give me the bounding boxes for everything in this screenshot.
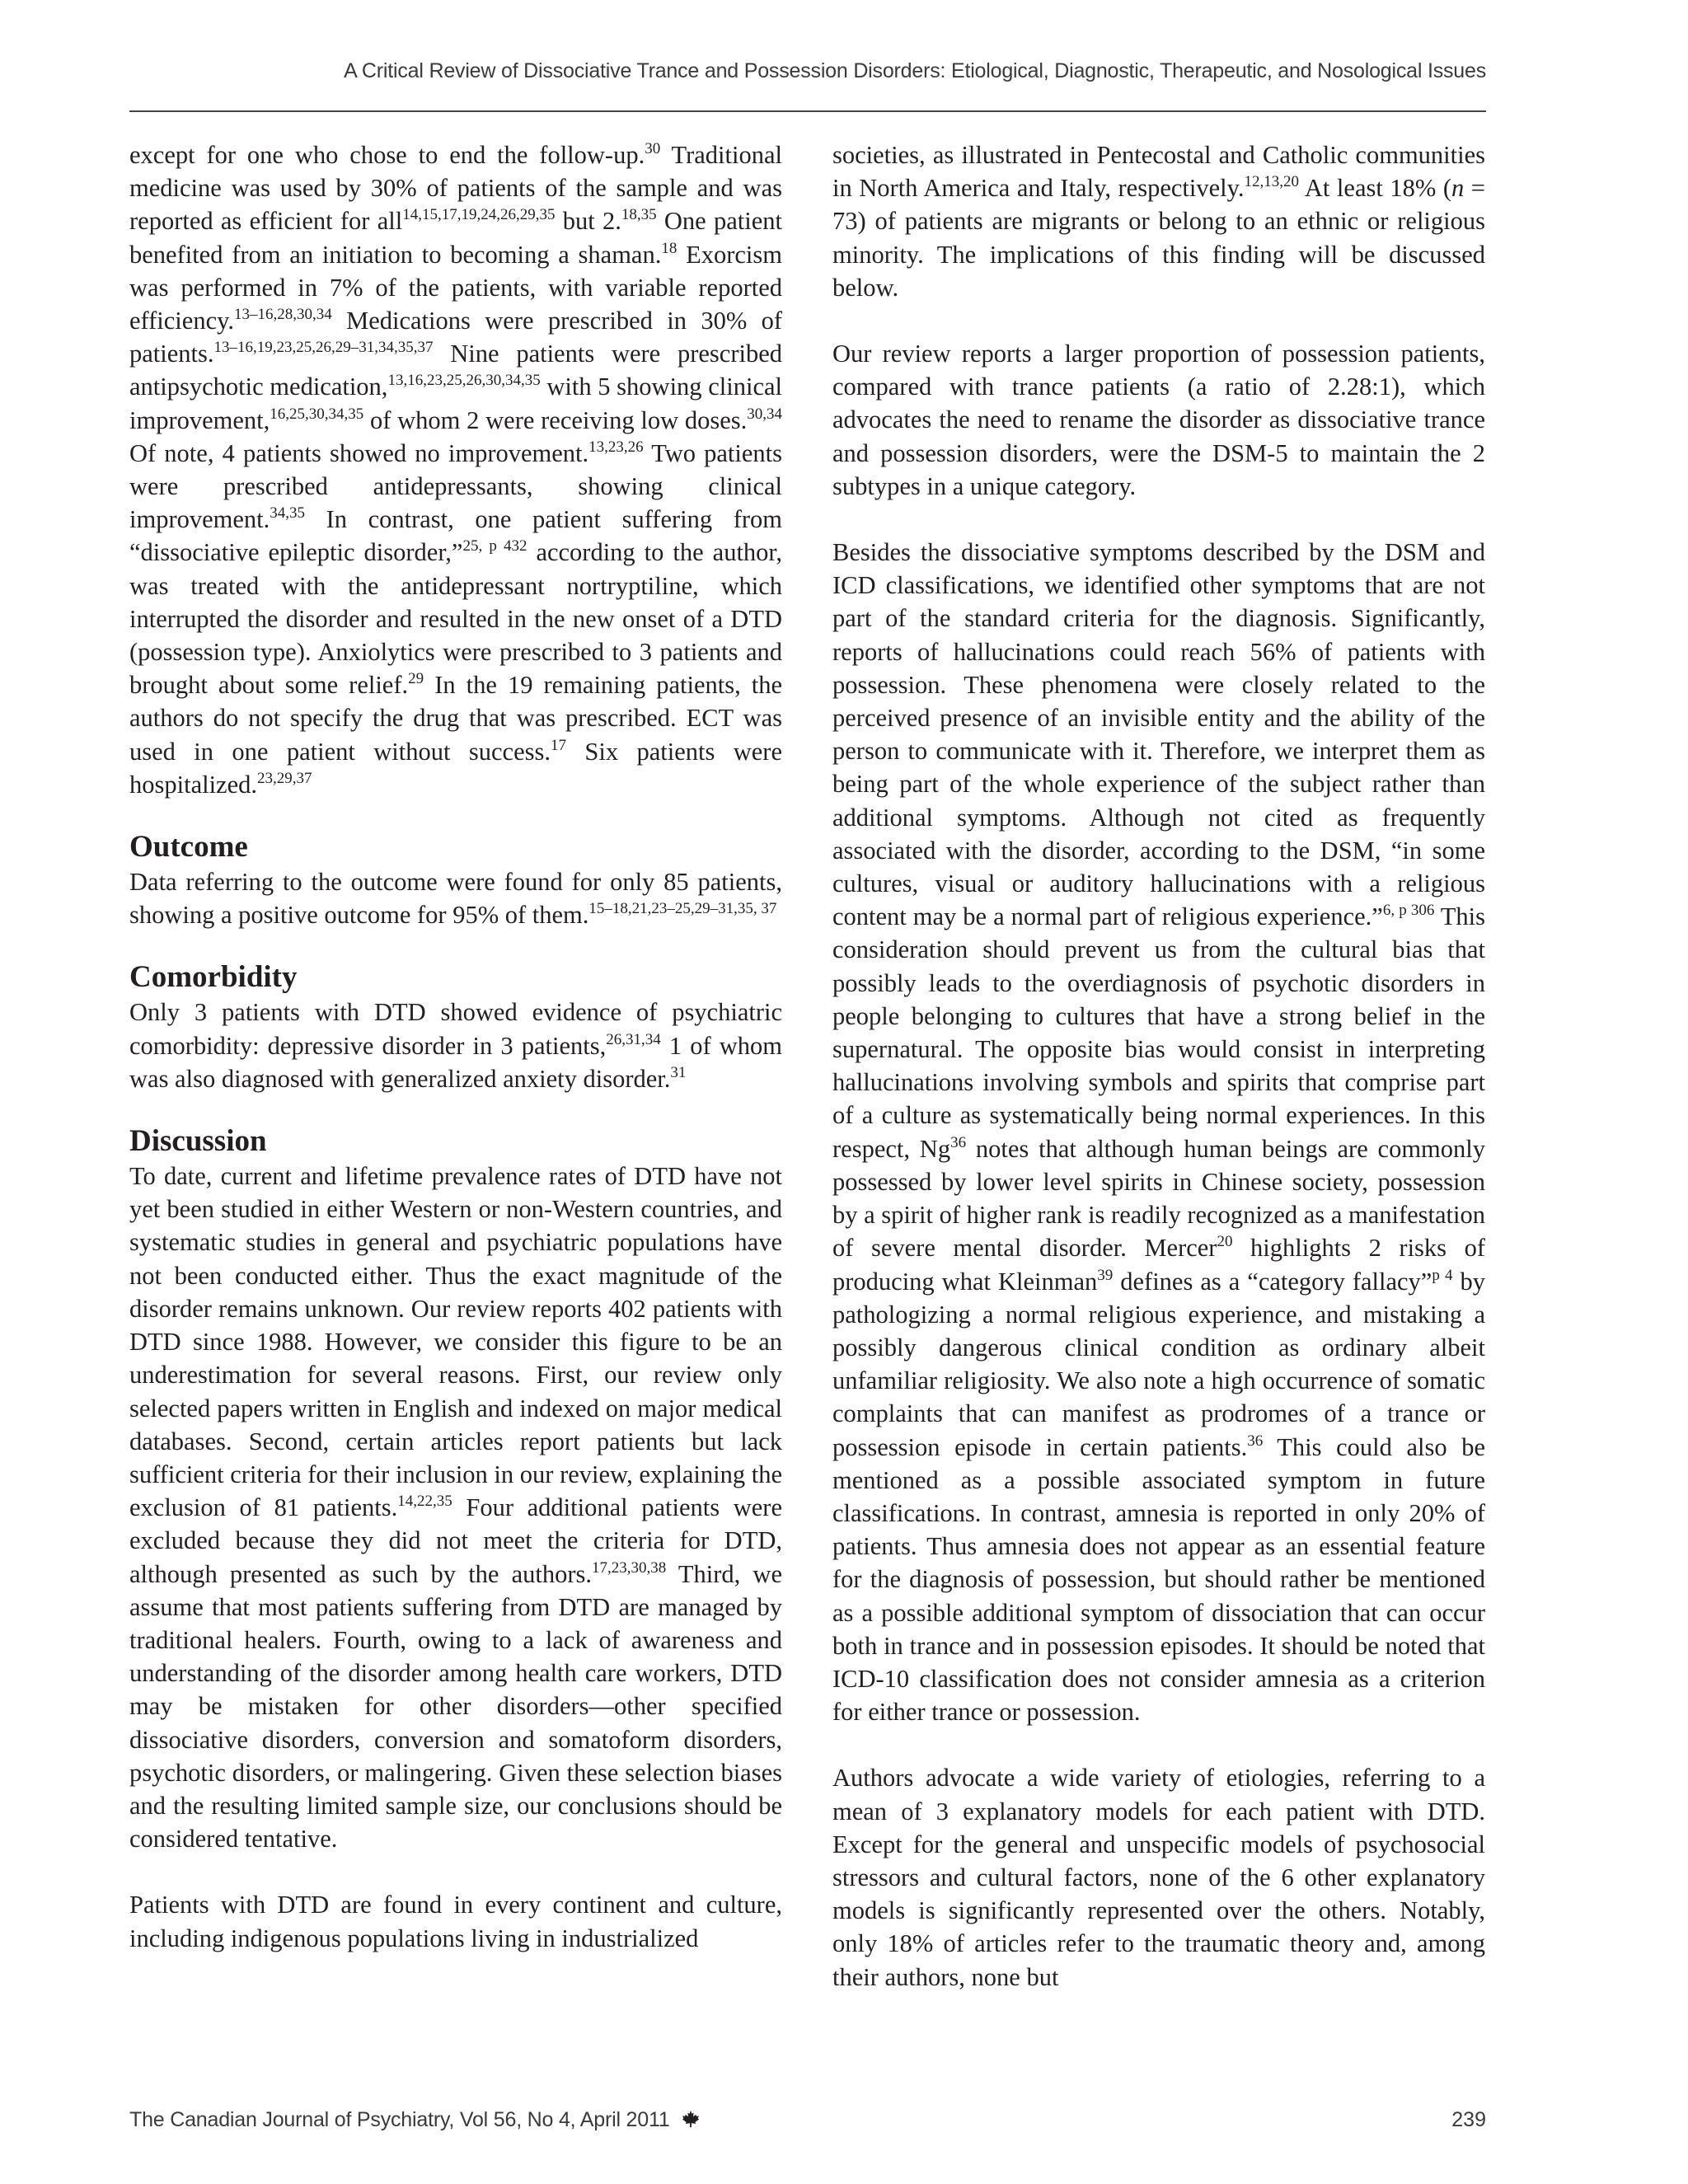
page-number: 239 (1451, 2108, 1486, 2131)
paragraph-comorbidity: Only 3 patients with DTD showed evidence of psychiatric comorbidity: depressive disorder in 3 patients,$^{26,31,34}$ 1 of whom was also diagnosed with generalized anxiety disorder.$^{31}$ (129, 998, 782, 1093)
paragraph-outcome: Data referring to the outcome were found for only 85 patients, showing a positive outcome for 95% of them.$^{15-18,21,23-25,29-31,35, 37}$ (129, 868, 782, 930)
header-rule (129, 110, 1486, 112)
right-column (832, 138, 1485, 1994)
footer-journal: The Canadian Journal of Psychiatry, Vol 56, No 4, April 2011 (129, 2108, 700, 2132)
paragraph-proportion: Our review reports a larger proportion of possession patients, compared with trance patients (a ratio of 2.28:1), which advocates the need to rename the disorder as dissociative trance and possession disorders, were the DSM-5 to maintain the 2 subtypes in a unique category. (832, 340, 1485, 500)
paragraph-discussion: To date, current and lifetime prevalence rates of DTD have not yet been studied in either Western or non-Western countries, and systematic studies in general and psychiatric populations have not been conducted either. Thus the exact magnitude of the disorder remains unknown. Our review reports 402 patients with DTD since 1988. However, we consider this figure to be an underestimation for several reasons. First, our review only selected papers written in English and indexed on major medical databases. Second, certain articles report patients but lack sufficient criteria for their inclusion in our review, explaining the exclusion of 81 patients.$^{14,22,35}$ Four additional patients were excluded because they did not meet the criteria for DTD, although presented as such by the authors.$^{17,23,30,38}$ Third, we assume that most patients suffering from DTD are managed by traditional healers. Fourth, owing to a lack of awareness and understanding of the disorder among health care workers, DTD may be mistaken for other disorders—other specified dissociative disorders, conversion and somatoform disorders, psychotic disorders, or malingering. Given these selection biases and the resulting limited sample size, our conclusions should be considered tentative. (129, 1162, 782, 1854)
paragraph-societies: societies, as illustrated in Pentecostal and Catholic communities in North America and Italy, respectively.$^{12,13,20}$ At least 18% (n = 73) of patients are migrants or belong to an ethnic or religious minority. The implications of this finding will be discussed below. (832, 141, 1486, 302)
paragraph-treatment: except for one who chose to end the follow-up.$^{30}$ Traditional medicine was used by 30% of patients of the sample and was reported as efficient for all$^{14,15,17,19,24,26,29,35}$ but 2.$^{18,35}$ One patient benefited from an initiation to becoming a shaman.$^{18}$ Exorcism was performed in 7% of the patients, with variable reported efficiency.$^{13-16,28,30,34}$ Medications were prescribed in 30% of patients.$^{13-16,19,23,25,26,29-31,34,35,37}$ Nine patients were prescribed antipsychotic medication,$^{13,16,23,25,26,30,34,35}$ with 5 showing clinical improvement,$^{16,25,30,34,35}$ of whom 2 were receiving low doses.$^{30,34}$ Of note, 4 patients showed no improvement.$^{13,23,26}$ Two patients were prescribed antidepressants, showing clinical improvement.$^{34,35}$ In contrast, one patient suffering from “dissociative epileptic disorder,”$^{25, p 432}$ according to the author, was treated with the antidepressant nortryptiline, which interrupted the disorder and resulted in the new onset of a DTD (possession type). Anxiolytics were prescribed to 3 patients and brought about some relief.$^{29}$ In the 19 remaining patients, the authors do not specify the drug that was prescribed. ECT was used in one patient without success.$^{17}$ Six patients were hospitalized.$^{23,29,37}$ (129, 140, 783, 799)
maple-leaf-icon (682, 2110, 700, 2128)
heading-discussion: Discussion (129, 1124, 267, 1159)
heading-outcome: Outcome (129, 830, 248, 865)
heading-comorbidity: Comorbidity (129, 960, 298, 995)
left-column (129, 138, 782, 1955)
paragraph-continent: Patients with DTD are found in every continent and culture, including indigenous populations living in industrialized (129, 1891, 782, 1952)
paragraph-symptoms: Besides the dissociative symptoms described by the DSM and ICD classifications, we identified other symptoms that are not part of the standard criteria for the diagnosis. Significantly, reports of hallucinations could reach 56% of patients with possession. These phenomena were closely related to the perceived presence of an invisible entity and the ability of the person to communicate with it. Therefore, we interpret them as being part of the whole experience of the subject rather than additional symptoms. Although not cited as frequently associated with the disorder, according to the DSM, “in some cultures, visual or auditory hallucinations with a religious content may be a normal part of religious experience.”$^{6, p 306}$ This consideration should prevent us from the cultural bias that possibly leads to the overdiagnosis of psychotic disorders in people belonging to cultures that have a strong belief in the supernatural. The opposite bias would consist in interpreting hallucinations involving symbols and spirits that comprise part of a culture as systematically being normal experiences. In this respect, Ng$^{36}$ notes that although human beings are commonly possessed by lower level spirits in Chinese society, possession by a spirit of higher rank is readily recognized as a manifestation of severe mental disorder. Mercer$^{20}$ highlights 2 risks of producing what Kleinman$^{39}$ defines as a “category fallacy”$^{p 4}$ by pathologizing a normal religious experience, and mistaking a possibly dangerous clinical condition as ordinary albeit unfamiliar religiosity. We also note a high occurrence of somatic complaints that can manifest as prodromes of a trance or possession episode in certain patients.$^{36}$ This could also be mentioned as a possible associated symptom in future classifications. In contrast, amnesia is reported in only 20% of patients. Thus amnesia does not appear as an essential feature for the diagnosis of possession, but should rather be mentioned as a possible additional symptom of dissociation that can occur both in trance and in possession episodes. It should be noted that ICD-10 classification does not consider amnesia as a criterion for either trance or possession. (832, 538, 1486, 1727)
paragraph-etiologies: Authors advocate a wide variety of etiologies, referring to a mean of 3 explanatory models for each patient with DTD. Except for the general and unspecific models of psychosocial stressors and cultural factors, none of the 6 other explanatory models is significantly represented over the others. Notably, only 18% of articles refer to the traumatic theory and, among their authors, none but (832, 1764, 1485, 1991)
running-head: A Critical Review of Dissociative Trance and Possession Disorders: Etiological, Diagnostic, Therapeutic, and Nosological Issues (344, 59, 1486, 82)
